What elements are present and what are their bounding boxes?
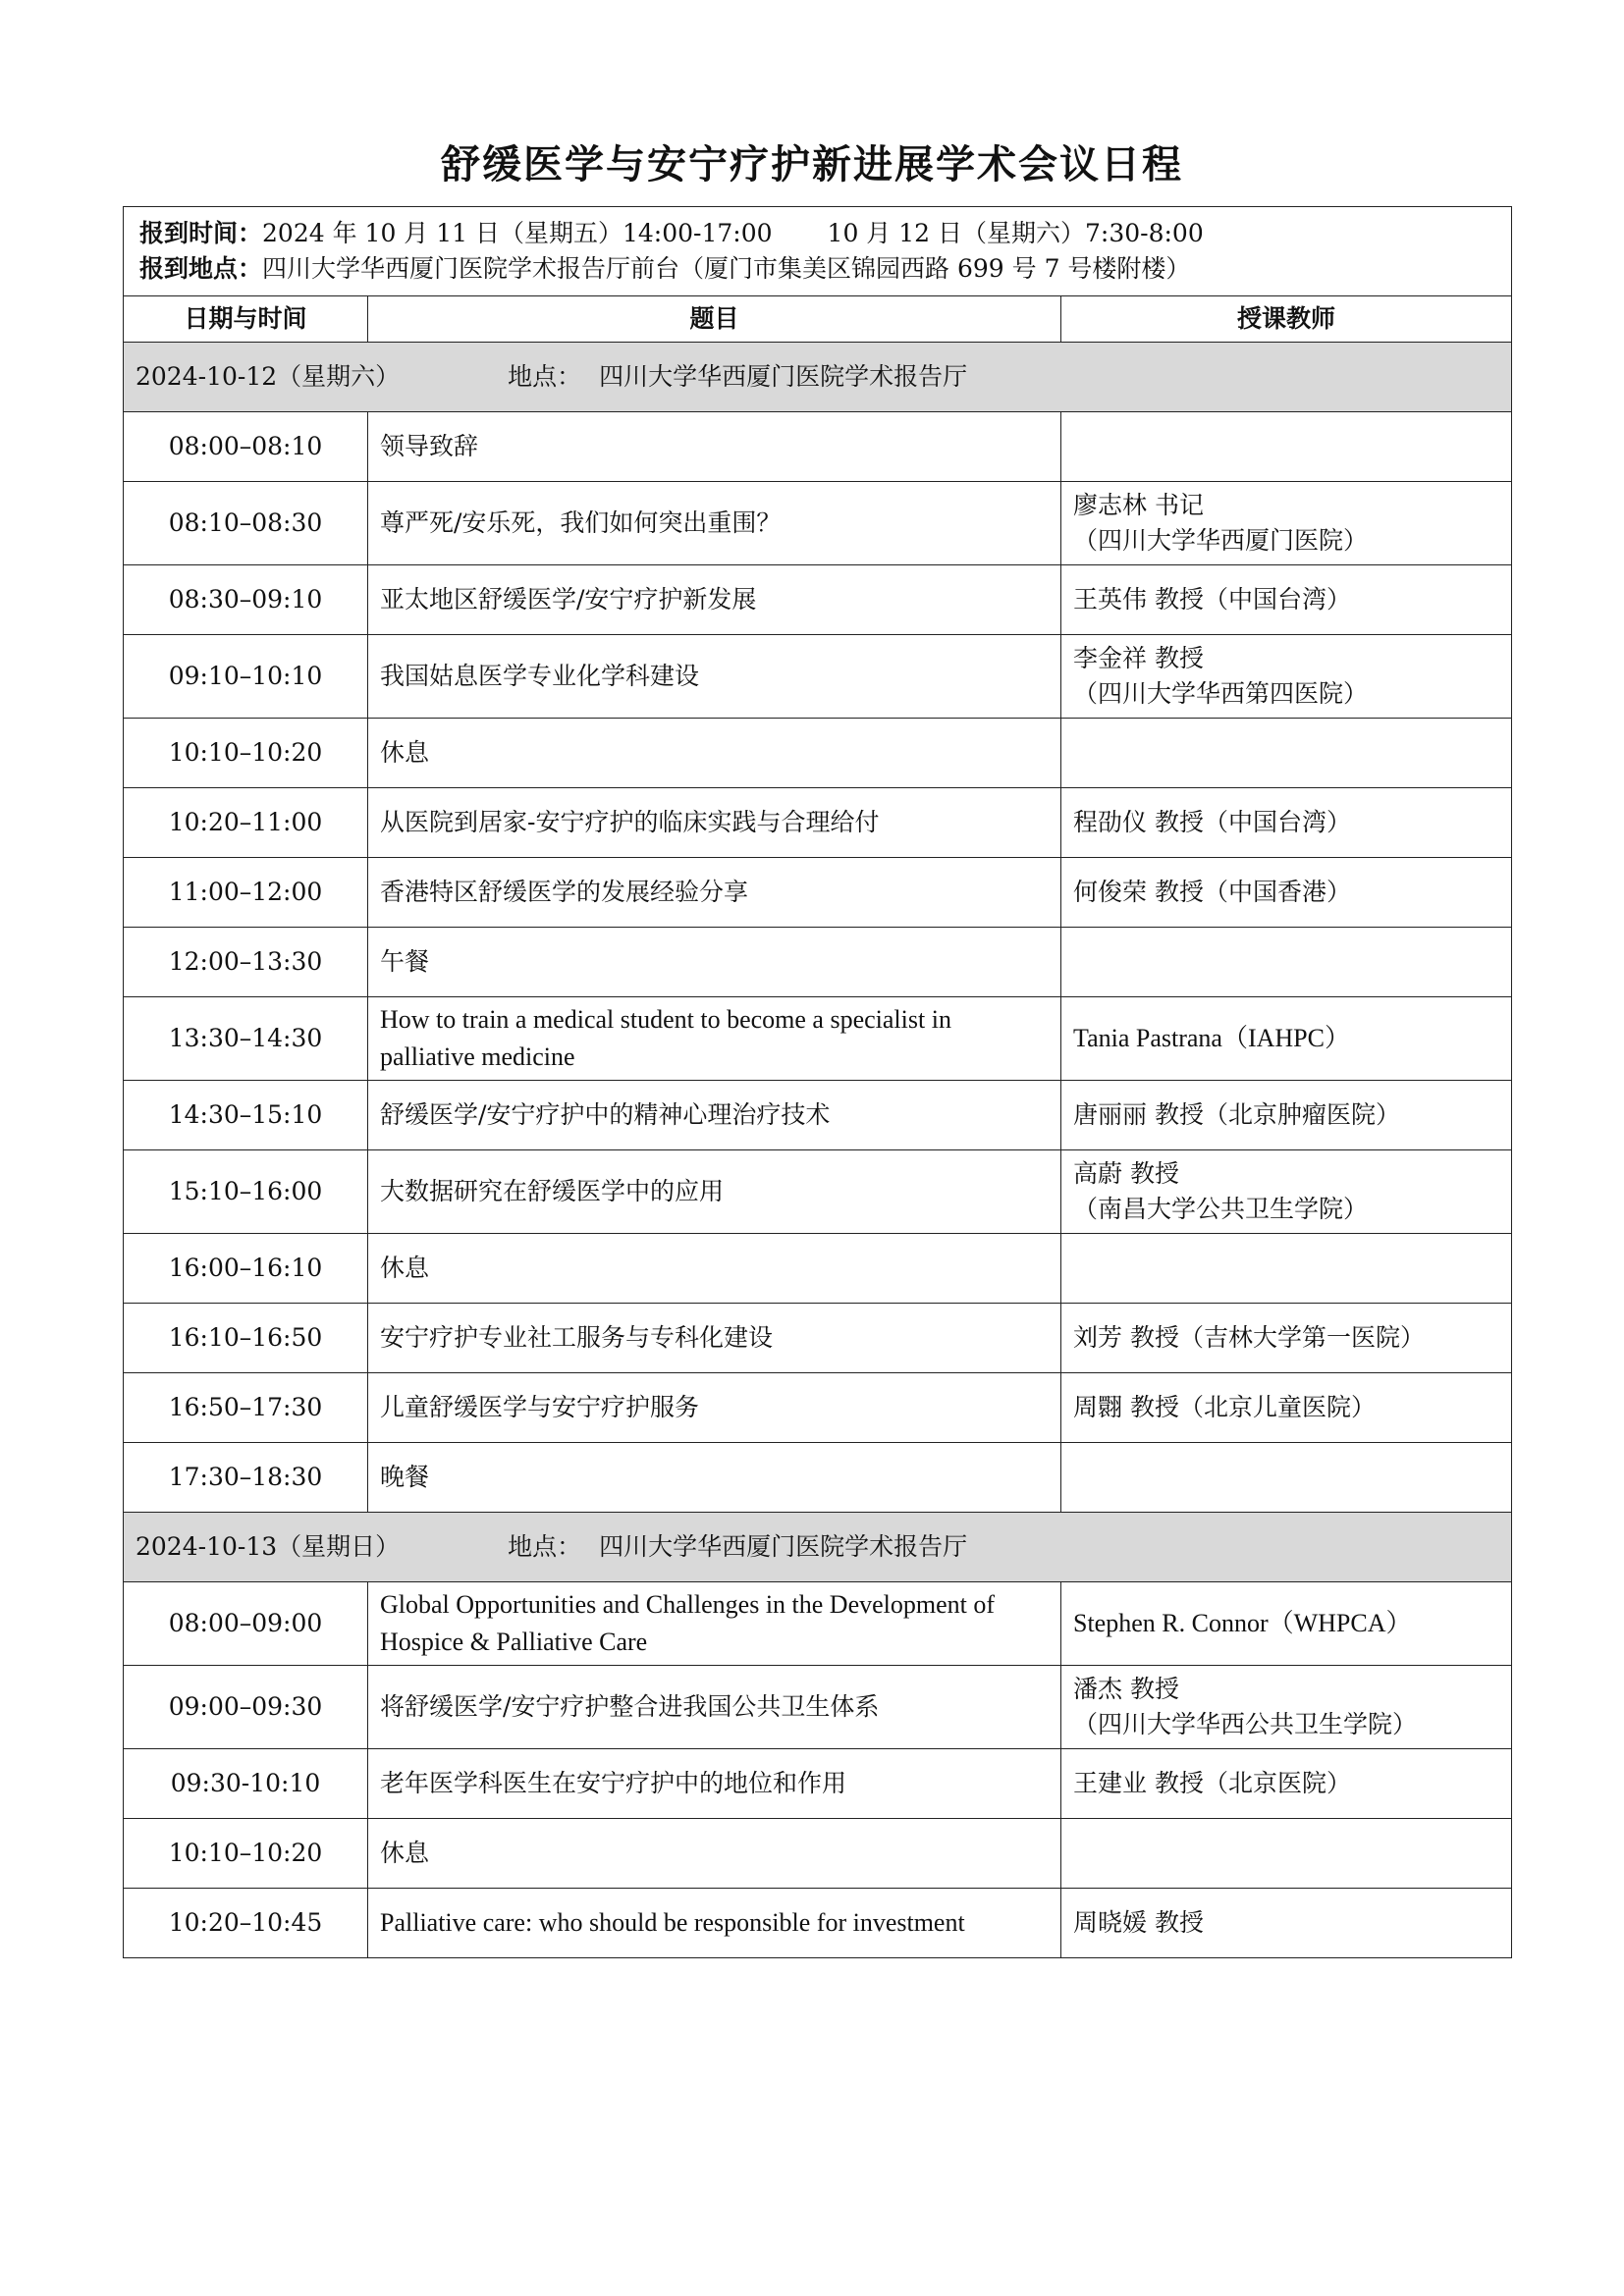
session-topic: 将舒缓医学/安宁疗护整合进我国公共卫生体系 [368,1666,1061,1749]
session-topic: 我国姑息医学专业化学科建设 [368,635,1061,719]
session-time: 09:00–09:30 [124,1666,368,1749]
session-time: 10:10–10:20 [124,1819,368,1889]
table-row [124,997,1512,1081]
session-speaker [1061,1819,1512,1889]
table-row [124,858,1512,928]
speaker-line-1: 周翾 教授（北京儿童医院） [1073,1392,1376,1421]
table-row [124,1889,1512,1958]
table-row [124,482,1512,565]
session-topic: 香港特区舒缓医学的发展经验分享 [368,858,1061,928]
speaker-line-1: 何俊荣 教授（中国香港） [1073,877,1351,906]
registration-row [124,207,1512,296]
session-speaker [1061,635,1512,719]
table-row [124,1819,1512,1889]
table-row [124,1666,1512,1749]
speaker-line-1: 潘杰 教授 [1073,1674,1179,1703]
registration-place-value: 四川大学华西厦门医院学术报告厅前台（厦门市集美区锦园西路 699 号 7 号楼附楼） [262,254,1191,283]
session-speaker [1061,1582,1512,1666]
session-time: 16:10–16:50 [124,1304,368,1373]
table-row [124,928,1512,997]
session-time: 12:00–13:30 [124,928,368,997]
session-time: 10:20–10:45 [124,1889,368,1958]
registration-place-label: 报到地点： [139,254,263,283]
session-time: 08:00–08:10 [124,412,368,482]
session-topic: 尊严死/安乐死，我们如何突出重围？ [368,482,1061,565]
session-speaker [1061,928,1512,997]
speaker-line-1: 廖志林 书记 [1073,490,1204,519]
table-row [124,1081,1512,1150]
session-speaker [1061,412,1512,482]
speaker-line-2: （四川大学华西厦门医院） [1073,526,1369,555]
session-speaker [1061,1443,1512,1513]
speaker-line-2: （四川大学华西公共卫生学院） [1073,1710,1418,1738]
table-row [124,565,1512,635]
session-speaker [1061,788,1512,858]
speaker-line-1: 王英伟 教授（中国台湾） [1073,584,1351,614]
registration-time-value-2: 10 月 12 日（星期六）7:30-8:00 [827,218,1204,247]
day-date: 2024-10-13（星期日） [135,1531,401,1561]
registration-time-value: 2024 年 10 月 11 日（星期五）14:00-17:00 [262,218,773,247]
table-row [124,1304,1512,1373]
session-time: 16:00–16:10 [124,1234,368,1304]
session-topic: 舒缓医学/安宁疗护中的精神心理治疗技术 [368,1081,1061,1150]
speaker-line-1: 唐丽丽 教授（北京肿瘤医院） [1073,1099,1400,1129]
session-topic: How to train a medical student to become a specialist in palliative medicine [368,997,1061,1081]
session-topic: 儿童舒缓医学与安宁疗护服务 [368,1373,1061,1443]
day-header-row [124,1513,1512,1582]
speaker-line-1: 高蔚 教授 [1073,1158,1179,1188]
session-time: 15:10–16:00 [124,1150,368,1234]
session-time: 10:20–11:00 [124,788,368,858]
day-header [124,1513,1512,1582]
session-topic: 晚餐 [368,1443,1061,1513]
speaker-line-2: （南昌大学公共卫生学院） [1073,1195,1369,1223]
table-row [124,719,1512,788]
session-speaker [1061,858,1512,928]
session-time: 16:50–17:30 [124,1373,368,1443]
session-speaker [1061,1889,1512,1958]
session-topic: 从医院到居家-安宁疗护的临床实践与合理给付 [368,788,1061,858]
session-speaker [1061,565,1512,635]
day-location: 四川大学华西厦门医院学术报告厅 [599,1531,968,1561]
table-header-row [124,296,1512,343]
schedule-table [123,206,1512,1958]
session-speaker [1061,719,1512,788]
table-row [124,635,1512,719]
session-topic: 休息 [368,719,1061,788]
table-row [124,1582,1512,1666]
session-time: 09:10–10:10 [124,635,368,719]
day-location-label: 地点： [508,1531,582,1561]
day-header-row [124,343,1512,412]
session-speaker [1061,1666,1512,1749]
session-time: 09:30-10:10 [124,1749,368,1819]
session-speaker [1061,482,1512,565]
speaker-line-2: （四川大学华西第四医院） [1073,679,1369,708]
column-header-topic: 题目 [368,296,1061,343]
day-header [124,343,1512,412]
session-topic: 休息 [368,1234,1061,1304]
table-row [124,1373,1512,1443]
session-topic: Global Opportunities and Challenges in the Development of Hospice & Palliative Care [368,1582,1061,1666]
session-time: 08:30–09:10 [124,565,368,635]
session-time: 17:30–18:30 [124,1443,368,1513]
session-topic: 午餐 [368,928,1061,997]
session-time: 08:00–09:00 [124,1582,368,1666]
day-date: 2024-10-12（星期六） [135,361,401,391]
session-speaker [1061,1081,1512,1150]
speaker-line-1: Tania Pastrana（IAHPC） [1073,1024,1350,1053]
session-topic: 安宁疗护专业社工服务与专科化建设 [368,1304,1061,1373]
speaker-line-1: 王建业 教授（北京医院） [1073,1768,1351,1797]
session-speaker [1061,997,1512,1081]
session-time: 11:00–12:00 [124,858,368,928]
day-location-label: 地点： [508,361,582,391]
speaker-line-1: Stephen R. Connor（WHPCA） [1073,1609,1412,1638]
session-speaker [1061,1749,1512,1819]
table-row [124,1443,1512,1513]
session-topic: 领导致辞 [368,412,1061,482]
registration-time-label: 报到时间： [139,218,263,247]
page-title: 舒缓医学与安宁疗护新进展学术会议日程 [441,141,1183,187]
speaker-line-1: 李金祥 教授 [1073,643,1204,672]
session-speaker [1061,1150,1512,1234]
speaker-line-1: 刘芳 教授（吉林大学第一医院） [1073,1322,1425,1352]
speaker-line-1: 程劭仪 教授（中国台湾） [1073,807,1351,836]
session-topic: 老年医学科医生在安宁疗护中的地位和作用 [368,1749,1061,1819]
session-topic: Palliative care: who should be responsible for investment [368,1889,1061,1958]
column-header-speaker: 授课教师 [1061,296,1512,343]
session-speaker [1061,1304,1512,1373]
session-topic: 大数据研究在舒缓医学中的应用 [368,1150,1061,1234]
session-time: 08:10–08:30 [124,482,368,565]
table-row [124,412,1512,482]
session-topic: 休息 [368,1819,1061,1889]
table-row [124,788,1512,858]
table-row [124,1749,1512,1819]
speaker-line-1: 周晓媛 教授 [1073,1907,1204,1937]
session-time: 14:30–15:10 [124,1081,368,1150]
session-topic: 亚太地区舒缓医学/安宁疗护新发展 [368,565,1061,635]
table-row [124,1234,1512,1304]
table-row [124,1150,1512,1234]
column-header-datetime: 日期与时间 [124,296,368,343]
session-time: 13:30–14:30 [124,997,368,1081]
registration-info [124,207,1512,296]
day-location: 四川大学华西厦门医院学术报告厅 [599,361,968,391]
session-speaker [1061,1234,1512,1304]
session-speaker [1061,1373,1512,1443]
session-time: 10:10–10:20 [124,719,368,788]
